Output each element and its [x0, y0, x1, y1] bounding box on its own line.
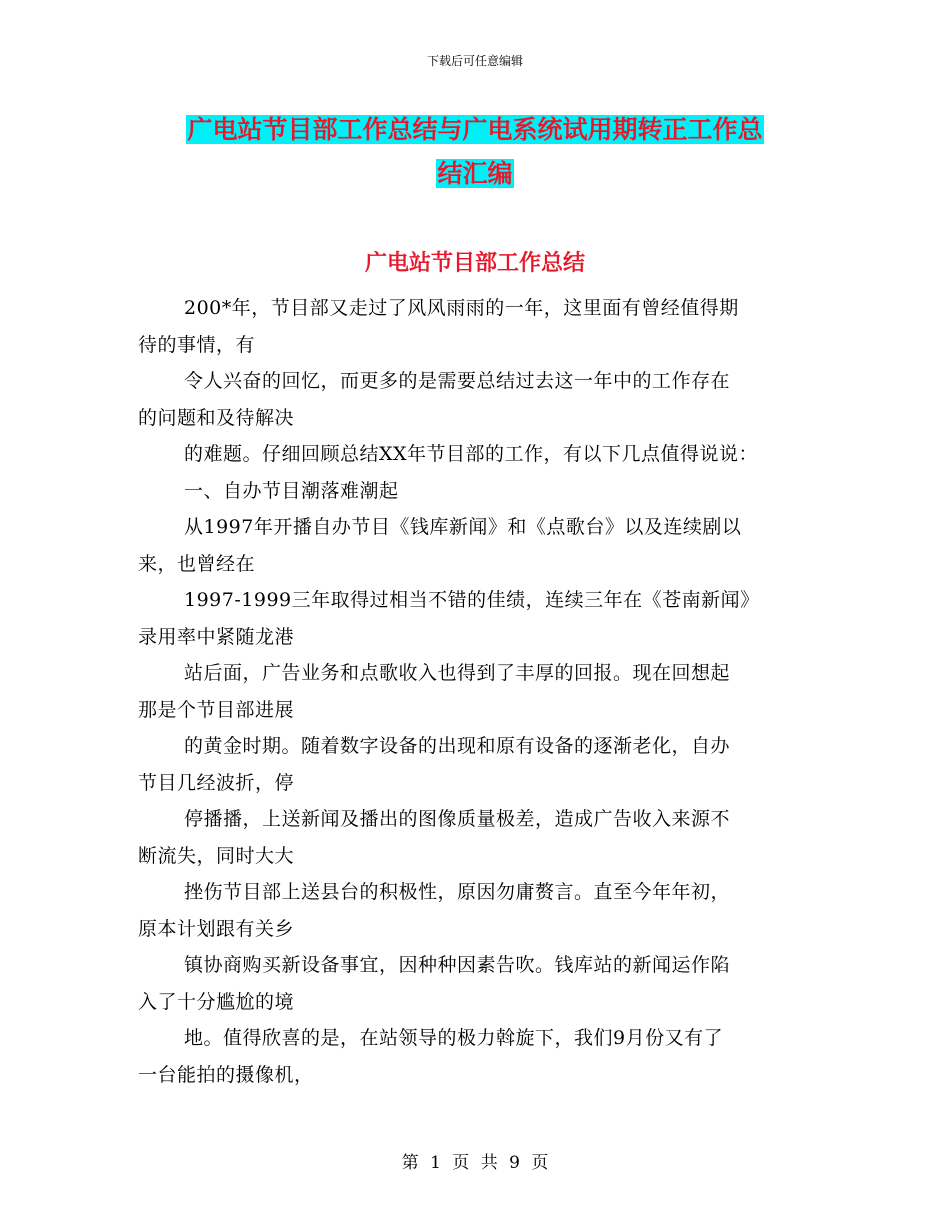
body-line: 入了十分尴尬的境 [138, 990, 295, 1013]
body-line: 的问题和及待解决 [138, 406, 295, 429]
body-line: 来，也曾经在 [138, 552, 256, 575]
body-line: 200*年，节目部又走过了风风雨雨的一年，这里面有曾经值得期 [184, 297, 739, 319]
body-line: 节目几经波折，停 [138, 771, 295, 794]
header-note: 下载后可任意编辑 [426, 54, 523, 68]
page-number-footer: 第 1 页 共 9 页 [401, 1153, 549, 1173]
document-title-line-2 [0, 154, 950, 194]
body-line: 原本计划跟有关乡 [138, 917, 295, 940]
body-heading: 一、自办节目潮落难潮起 [184, 479, 399, 502]
body-text [138, 290, 818, 1093]
document-title-highlight-1: 广电站节目部工作总结与广电系统试用期转正工作总 [187, 115, 763, 144]
body-line: 一台能拍的摄像机， [138, 1063, 314, 1086]
body-line: 1997-1999三年取得过相当不错的佳绩，连续三年在《苍南新闻》 [184, 589, 760, 611]
body-line: 断流失，同时大大 [138, 844, 295, 867]
body-line: 的黄金时期。随着数字设备的出现和原有设备的逐渐老化，自办 [184, 735, 731, 757]
body-line: 的难题。仔细回顾总结XX年节目部的工作，有以下几点值得说说： [184, 443, 759, 465]
document-title-highlight-2: 结汇编 [437, 159, 513, 188]
body-line: 挫伤节目部上送县台的积极性，原因勿庸赘言。直至今年年初， [184, 881, 731, 903]
body-line: 令人兴奋的回忆，而更多的是需要总结过去这一年中的工作存在 [184, 370, 731, 392]
body-line: 从1997年开播自办节目《钱库新闻》和《点歌台》以及连续剧以 [184, 516, 742, 538]
body-line: 站后面，广告业务和点歌收入也得到了丰厚的回报。现在回想起 [184, 662, 731, 684]
body-line: 地。值得欣喜的是，在站领导的极力斡旋下，我们9月份又有了 [184, 1027, 724, 1049]
section-title: 广电站节目部工作总结 [364, 250, 585, 276]
body-line: 录用率中紧随龙港 [138, 625, 295, 648]
body-line: 待的事情，有 [138, 333, 256, 356]
document-title-line-1 [0, 110, 950, 150]
body-line: 那是个节目部进展 [138, 698, 295, 721]
body-line: 停播播，上送新闻及播出的图像质量极差，造成广告收入来源不 [184, 808, 731, 830]
body-line: 镇协商购买新设备事宜，因种种因素告吹。钱库站的新闻运作陷 [184, 954, 731, 976]
